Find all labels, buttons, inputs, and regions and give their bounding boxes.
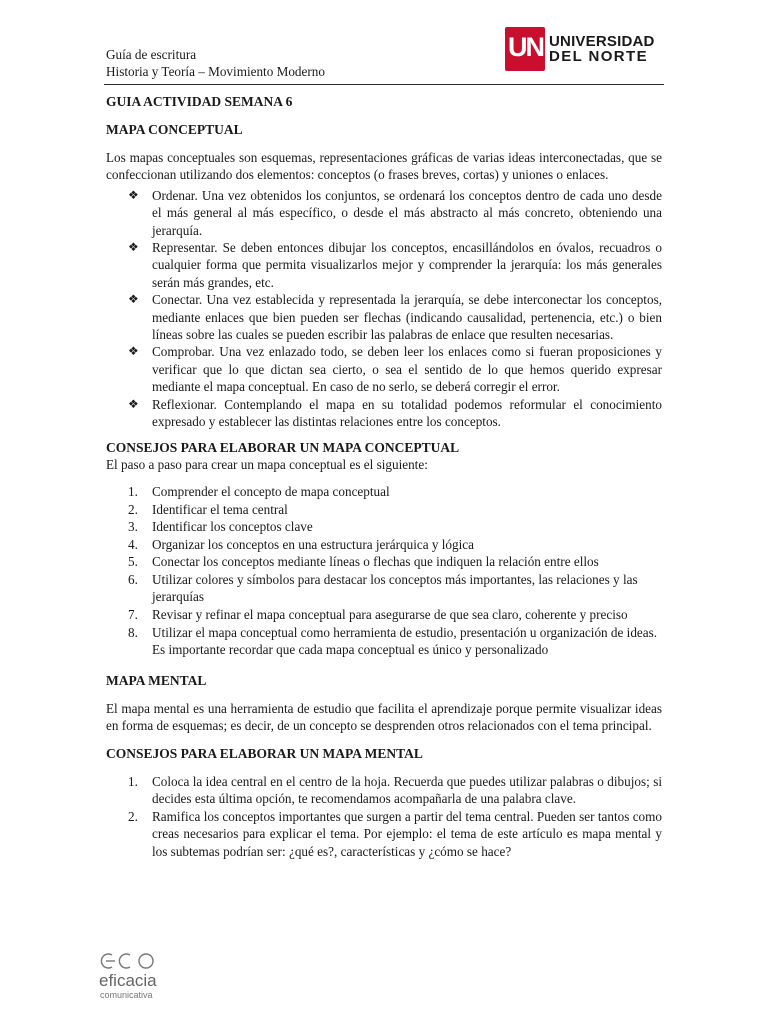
list-item: 7. Revisar y refinar el mapa conceptual para asegurarse de que sea claro, coherente y preciso [128,607,628,623]
document-title: GUIA ACTIVIDAD SEMANA 6 [106,94,293,109]
section-heading-consejos-conceptual: CONSEJOS PARA ELABORAR UN MAPA CONCEPTUAL [106,439,460,455]
header-line-course: Historia y Teoría – Movimiento Moderno [106,64,325,79]
diamond-bullet-icon: ❖ [128,344,139,359]
section-heading-mapa-mental: MAPA MENTAL [106,672,207,688]
diamond-bullet-icon: ❖ [128,187,139,202]
list-item: 2. Identificar el tema central [128,501,288,517]
list-item: 2. Ramifica los conceptos importantes que surgen a partir del tema central. Pueden ser tantos como creas necesarios para explicar el tema. Por ejemplo: el tema de este artículo es mapa mental y los subtemas podrían ser: ¿qué es?, características y ¿cómo se hace? [128,808,662,860]
university-logo [505,27,665,73]
document-header [106,46,325,80]
paragraph-intro-mapa-conceptual: Los mapas conceptuales son esquemas, representaciones gráficas de varias ideas interconectadas, que se confeccionan utilizando dos elementos: conceptos (o frases breves, cortas) y uniones o enlaces. [106,150,662,183]
steps-numbered-list-conceptual [106,483,662,659]
header-line-guide: Guía de escritura [106,47,197,62]
list-item: 3. Identificar los conceptos clave [128,519,313,535]
list-item: ❖ Comprobar. Una vez enlazado todo, se deben leer los enlaces como si fueran proposiciones y verificar que lo que dictan sea cierto, o sea el sentido de lo que hemos querido expresar mediante el mapa conceptual. En caso de no serlo, se deberá corregir el error. [128,344,662,395]
paragraph-intro-consejos: El paso a paso para crear un mapa conceptual es el siguiente: [106,456,428,472]
steps-bullet-list [106,187,662,431]
diamond-bullet-icon: ❖ [128,240,139,255]
steps-numbered-list-mental [106,773,662,861]
list-item: 8. Utilizar el mapa conceptual como herramienta de estudio, presentación u organización de ideas. Es importante recordar que cada mapa conceptual es único y personalizado [128,624,658,658]
list-item: ❖ Ordenar. Una vez obtenidos los conjuntos, se ordenará los conceptos dentro de cada uno desde el más general al más específico, o desde el más abstracto al más concreto, obteniendo una jerarquía. [128,187,662,238]
university-logo-text: UNIVERSIDAD DEL NORTE [549,33,655,65]
list-item: 1. Coloca la idea central en el centro de la hoja. Recuerda que puedes utilizar palabras o dibujos; si decides esta última opción, te recomendamos acompañarla de una palabra clave. [128,773,662,807]
list-item: 4. Organizar los conceptos en una estructura jerárquica y lógica [128,536,474,552]
list-item: ❖ Representar. Se deben entonces dibujar los conceptos, encasillándolos en óvalos, recuadros o cualquier forma que permita visualizarlos mejor y comprender la jerarquía: los más generales serán más grandes, etc. [128,240,662,290]
footer-brand-name: eficacia [99,971,157,990]
list-item: 6. Utilizar colores y símbolos para destacar los conceptos más importantes, las relaciones y las jerarquías [128,571,638,605]
university-logo-mark: UN [505,27,545,71]
section-heading-mapa-conceptual: MAPA CONCEPTUAL [106,122,243,137]
list-item: ❖ Conectar. Una vez establecida y representada la jerarquía, se debe interconectar los conceptos, mediante enlaces que bien pueden ser flechas (indicando causalidad, pertenencia, etc.) o bien líneas sobre las cuales se pueden escribir las palabras de enlace que resulten necesarias. [128,292,662,343]
list-item: 5. Conectar los conceptos mediante líneas o flechas que indiquen la relación entre ellos [128,554,599,570]
list-item: ❖ Reflexionar. Contemplando el mapa en su totalidad podemos reformular el conocimiento expresado y establecer las distintas relaciones entre los conceptos. [128,396,662,430]
paragraph-intro-mapa-mental: El mapa mental es una herramienta de estudio que facilita el aprendizaje porque permite visualizar ideas en forma de esquemas; es decir, de un concepto se desprenden otros relacionados con el tema principal. [106,700,662,734]
header-divider [104,84,664,85]
list-item: 1. Comprender el concepto de mapa conceptual [128,483,390,499]
document-body [106,94,662,861]
footer-brand-tagline: comunicativa [100,990,153,1000]
section-heading-consejos-mental: CONSEJOS PARA ELABORAR UN MAPA MENTAL [106,745,423,761]
diamond-bullet-icon: ❖ [128,396,139,411]
diamond-bullet-icon: ❖ [128,292,139,307]
